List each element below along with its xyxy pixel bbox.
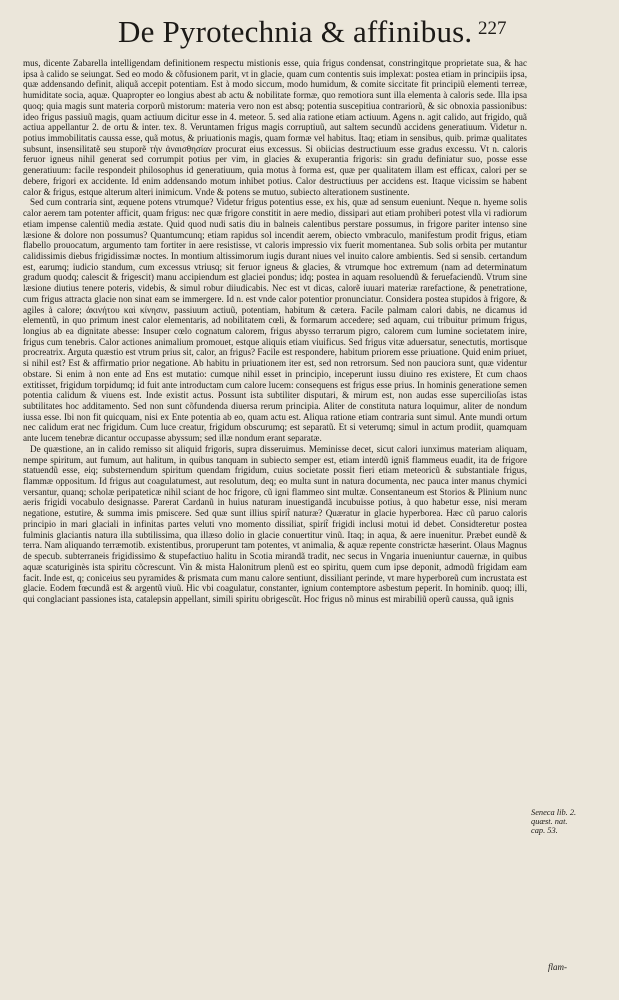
catchword: flam-	[548, 962, 567, 972]
page-number: 227	[478, 18, 507, 39]
main-text	[23, 58, 527, 605]
marginal-note-line: quæst. nat.	[531, 817, 568, 827]
paragraph: mus, dicente Zabarella intelligendam definitionem respectu mistionis esse, quia frigus condensat, constringitque proprietate sua, & hac ipsa à calido se seiungat. Sed eo modo & cõfusionem parit, vt in glacie, quam cum contentis suis implexat: postea etiam in principiis ipsa, quæ addensando definit, aliquã accepit potentiam. Est à modo siccum, modo humidum, & comite siccitate fit principiũ elementi terreæ, humiditate socia, aquæ. Quapropter eo longius abest ab actu & nobilitate formæ, quo remotiora sunt illa elementa à caloris sede. Illa ipsa quoq; quia magis sunt materia corporũ mistorum: materia vero non est absq; potentia suscepitiua contrariorũ, & sic obnoxia passionibus: ideo frigus passiuũ magis, quam actiuum dicitur esse in 4. meteor. 5. sed alia ratione etiam actiuum. Agens n. agit calido, aut frigido, quã actiua appellantur 2. de ortu & inter. tex. 8. Veruntamen frigus magis corruptiuũ, aut saltem secundũ accidens generatiuum. Videtur n. potius immobilitatis caussa esse, quã motus, & priuationis magis, quam formæ vel habitus. Itaq; etiam in sensibus, quib. primæ qualitates subsunt, insensilitatẽ seu stuporẽ τὴν ἀναισθησίαν procurat eius excessus. Si obiicias destructiuum esse gradus excessu. Vt n. caloris feruor igneus nihil generat sed corrumpit potius per vim, in glacies & exuperantia frigoris: sin gradu definiatur suo, posse esse generatiuum: facile respondeit philosophus id generatiuum, quia motus à forma est, quæ per qualitatem illam est efficax, calori per se debere, frigori ex accidente. Id enim addensando motum inhibet potius. Calor destructiuus per accidens est. Itaque vicissim se habent calor & frigus, estque alterum alteri inimicum. Vnde & potens se mutuo, subiecto alterationem sustinente.	[23, 58, 527, 197]
marginal-note-line: Seneca lib. 2.	[531, 808, 577, 817]
marginal-note	[531, 808, 611, 836]
running-title: De Pyrotechnia & affinibus.	[118, 14, 473, 49]
page-header	[0, 14, 619, 54]
paragraph: De quæstione, an in calido remisso sit aliquid frigoris, supra disseruimus. Meminisse decet, sicut calori iunximus materiam aliquam, nempe spiritum, aut fumum, aut halitum, in quibus tanquam in subiecto semper est, etiam interdũ igniš flammeus euadit, ita de frigore statuendũ esse, eiq; substernendum spiritum quendam frigidum, cuius societate possit fieri etiam meteoricũ & substantiale frigus, flammæ oppositum. Id frigus aut coagulatumest, aut resolutum, deq; eo multa sunt in natura documenta, nec pauca inter manus chymici versantur, quanq; scholæ peripateticæ nihil sciant de hoc frigore, cũ igni flammeo sint multæ. Consentaneum est Storios & Plinium nunc aeris frigidi vocabulo designasse. Parerat Cardanũ in huius naturam inuestigandã incubuisse potius, à quo habetur esse, nisi meram negatione, estutire, & summa imis pmiscere. Sed quæ sunt illius spirit̃ naturæ? Quæratur in glacie hyperborea. Hæc cũ paruo caloris principio in mari glaciali in infinitas partes veluti vno momento dissiliat, spirit̃ frigidi inclusi motui id debet. Considteretur postea fulminis glaciantis natura illa subtilissima, qua illæso dolio in glacie conuertitur vinũ. Itaq; in aqua, & aere inuenitur. Præbet eundẽ & terra. Nam aliquando terræmotib. existentibus, proruperunt tam potentes, vt animalia, & aquæ repente constrictæ hæserint. Olaus Magnus de specub. subterraneis frigidissimo & stupefactiuo halitu in Scotia mirandã tradit, nec secus in Vngaria inueniuntur cauernæ, in quibus aquæ scaturiginès ista spiritu cõcrescunt. Vin & mista Halonitrum plenũ est eo spiritu, quem cum ipse deponit, admodũ frigidam eam facit. Inde est, q; coniceius seu pyramides & prismata cum manu calore sentiunt, dissiliant perinde, vt mare hyperboreũ cum incrustata est glacie. Eodem fœcundã est & argentũ viuũ. Hic vbi coagulatur, constanter, ignium contemptore asbestum peperit. In hominib. quoq; illi, qui conglaciant passiones ista, catalepsin appellant, simili spiritu obrigescũt. Hoc frigus nõ minus est mirabiliũ operũ caussa, quã ignis	[23, 443, 527, 604]
paragraph: Sed cum contraria sint, æquene potens vtrumque? Videtur frigus potentius esse, ex his, quæ ad sensum eueniunt. Neque n. hyeme solis calor aerem tam potenter afficit, quam frigus: nec quæ frigore constitit in aere medio, dissipari aut etiam prohiberi potest vlla vi radiorum etiam impense calentiũ media æstate. Quid quod nudi satis diu in balneis calentibus perstare possumus, in frigore pariter intenso sine læsione & dolore non possumus? Quantumcunq; etiam rapidus sol incendit aerem, obiecto vmbraculo, manifestum prodit frigus, etiam flabello prouocatum, argumento tam fortiter in aere resistisse, vt caloris impressio vix fuerit momentanea. Sub solis orbita per mutantur calidissimis diebus frigidissimæ noctes. In montium altissimorum iugis durant niues vel inuito calore ambientis. Sed si sensib. certandum est, earumq; iudicio standum, cum excessus vtriusq; sit feruor igneus & glacies, & vtrumque hoc extremum (nam ad determinatum gradum quodq; calescit & frigescit) manu accipiendum est glaciei pondus; idq; postea in aquam resoluendũ & feruefaciendũ. Vtrum sine læsione diutius tenere poteris, videbis, & simul robur diiudicabis. Nec est vt dicas, calorẽ iuuari materiæ rarefactione, & penetratione, cum frigus attracta glacie non sinat eam se immergere. Id n. est vnde calor potentior pronunciatur. Considera postea stupidos à frigore, & agiles à calore; ἀκινήτου καὶ κίνησιν, passiuum actiuũ, potentiam, habitum & cætera. Facile palmam calori dabis, ne dicamus id elementũ, in quo primum inest calor elementaris, ad nobilitatem cœli, & formarum accedere; sed aquam, cui tribuitur primum frigus, longius ab ea dignitate abesse: Insuper cœlo cognatum calorem, frigus abysso terrarum pigro, calorem cum lumine societatem inire, frigus cum tenebris. Calor actiones animalium promouet, estque aliquis etiam viuificus. Sed frigus vitæ aduersatur, senectutis, mortisque procreatrix. Arguta quæstio est vtrum prius sit, calor, an frigus? Facile est respondere, habitum priorem esse priuatione. Quid enim priuet, si nihil est? Est & affirmatio prior negatione. Ab habitu in priuationem iter est, sed non retrorsum. Sed non pauciora sunt, quæ videntur obstare. Si enim à non ente ad Ens est mutatio: cumque nihil esset in principio, inceperunt iussu diuino res existere, Et cum chaos extitisset, frigidum torpidumq; id fuit ante introductam cum calore lucem: consequens est frigus esse prius. In hominis generatione semen potentia calidum & viuens est. Inde existit actus. Possunt ista subtiliter disputari, & mirum est, non audas esse supercilioſas istas subtilitates hoc additamento. Sed non sunt cõfundenda diuersa rerum principia. Aliter de constituta natura loquimur, aliter de nondum iussa esse. Ibi non fit quicquam, nisi ex Ente potentia ab eo, quam actu est. Aliqua ratione etiam contraria sunt simul. Ante mundi ortum nec calidum erat nec frigidum. Cum luce creatur, frigidum obscurumq; est separatũ. Et si veterumq; simul in actum prodiit, quamquam ante lucem tenebræ dicantur occupasse abyssum; sed illæ nondum erant separatæ.	[23, 197, 527, 444]
marginal-note-line: cap. 53.	[531, 826, 558, 836]
